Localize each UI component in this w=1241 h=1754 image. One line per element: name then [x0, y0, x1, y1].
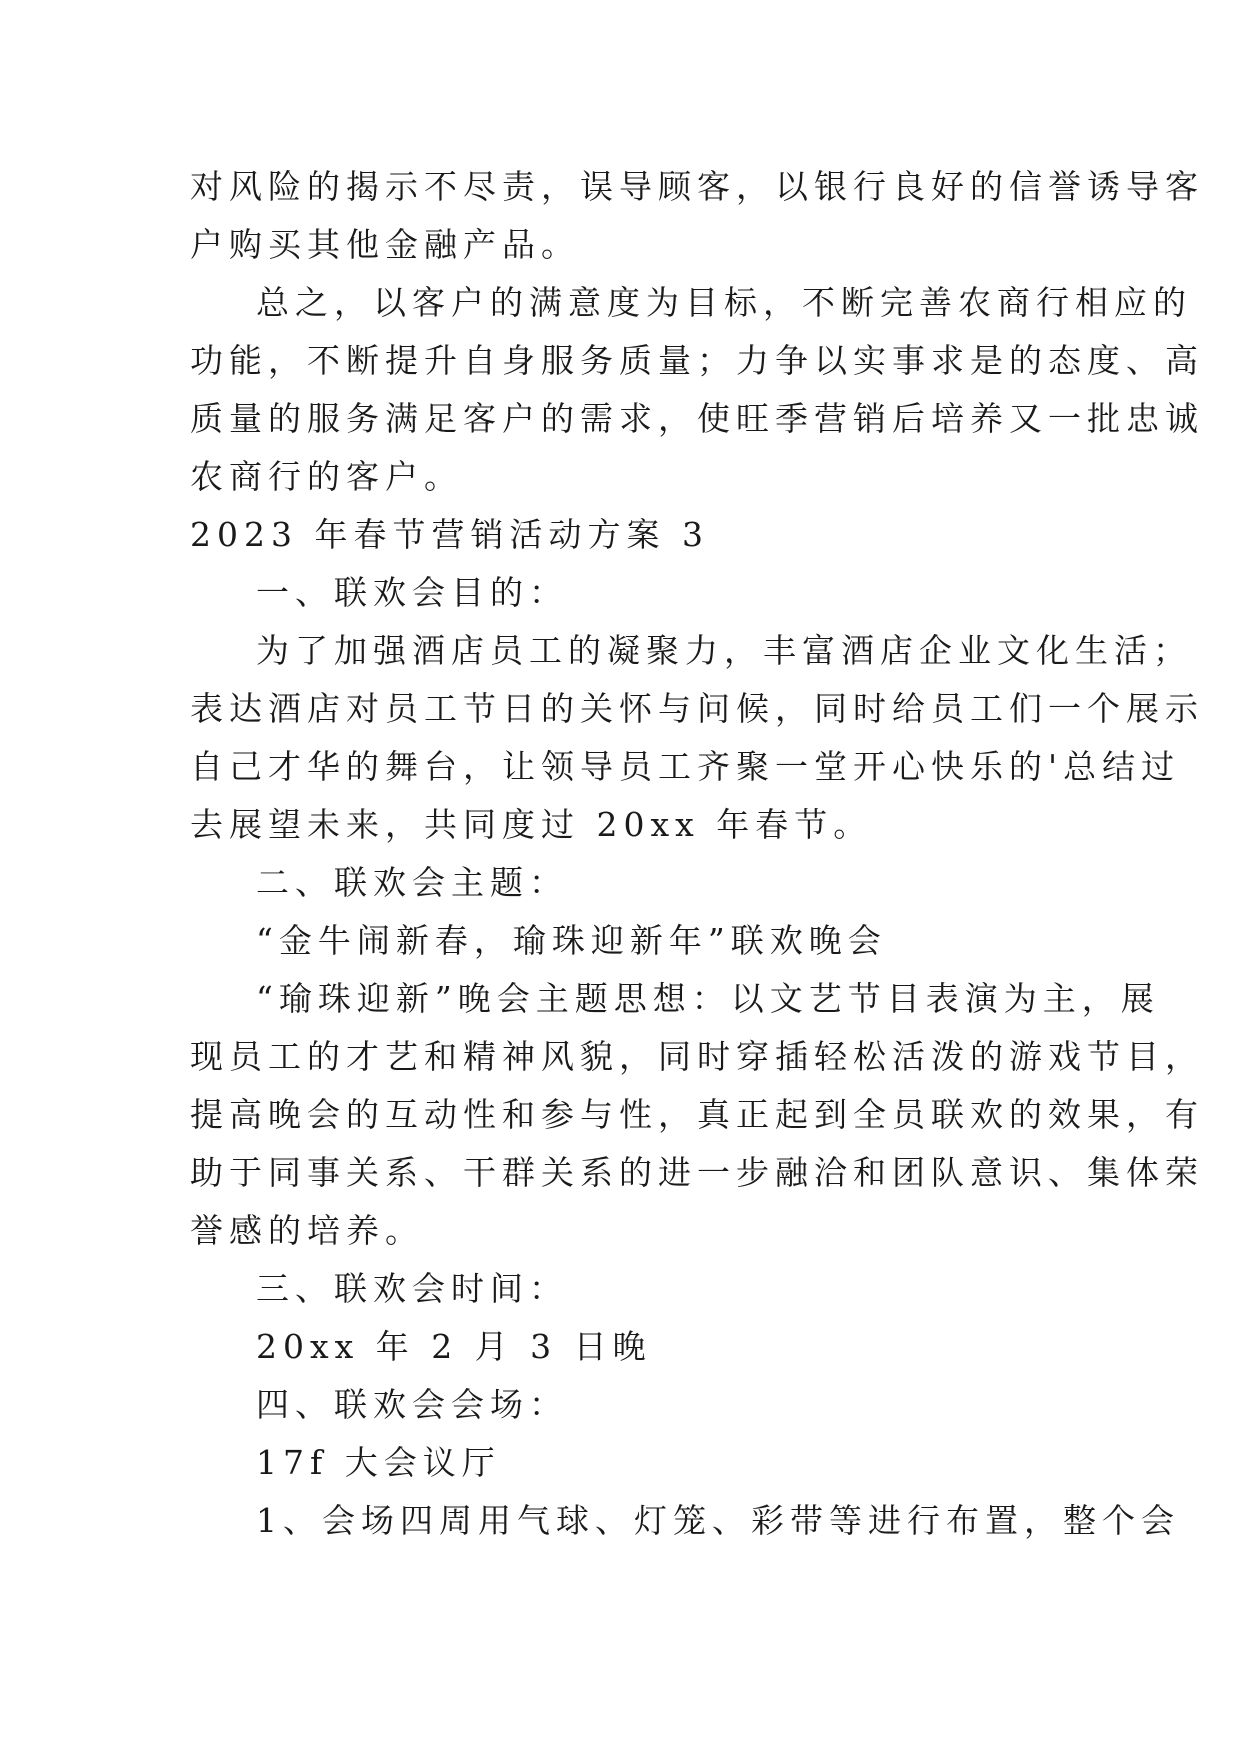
paragraph-line: 助于同事关系、干群关系的进一步融洽和团队意识、集体荣: [190, 1153, 1204, 1192]
heading-line: 二、联欢会主题：: [256, 863, 568, 902]
paragraph-line: 20xx 年 2 月 3 日晚: [256, 1327, 652, 1366]
paragraph-line: 为了加强酒店员工的凝聚力，丰富酒店企业文化生活；: [256, 631, 1192, 670]
paragraph-line: 提高晚会的互动性和参与性，真正起到全员联欢的效果，有: [190, 1095, 1204, 1134]
paragraph-line: 去展望未来，共同度过 20xx 年春节。: [190, 805, 873, 844]
paragraph-line: 对风险的揭示不尽责，误导顾客，以银行良好的信誉诱导客: [190, 167, 1204, 206]
section-title: 2023 年春节营销活动方案 3: [190, 515, 709, 554]
paragraph-line: 1、会场四周用气球、灯笼、彩带等进行布置，整个会: [256, 1501, 1180, 1540]
paragraph-line: “瑜珠迎新”晚会主题思想：以文艺节目表演为主，展: [256, 979, 1160, 1018]
paragraph-line: 现员工的才艺和精神风貌，同时穿插轻松活泼的游戏节目，: [190, 1037, 1204, 1076]
paragraph-line: “金牛闹新春，瑜珠迎新年”联欢晚会: [256, 921, 887, 960]
heading-line: 一、联欢会目的：: [256, 573, 568, 612]
paragraph-line: 自己才华的舞台，让领导员工齐聚一堂开心快乐的'总结过: [190, 747, 1181, 786]
heading-line: 四、联欢会会场：: [256, 1385, 568, 1424]
paragraph-line: 誉感的培养。: [190, 1211, 424, 1250]
paragraph-line: 表达酒店对员工节日的关怀与问候，同时给员工们一个展示: [190, 689, 1204, 728]
heading-line: 三、联欢会时间：: [256, 1269, 568, 1308]
paragraph-line: 质量的服务满足客户的需求，使旺季营销后培养又一批忠诚: [190, 399, 1204, 438]
paragraph-line: 总之，以客户的满意度为目标，不断完善农商行相应的: [256, 283, 1192, 322]
paragraph-line: 17f 大会议厅: [256, 1443, 501, 1482]
paragraph-line: 功能，不断提升自身服务质量；力争以实事求是的态度、高: [190, 341, 1204, 380]
paragraph-line: 农商行的客户。: [190, 457, 463, 496]
paragraph-line: 户购买其他金融产品。: [190, 225, 580, 264]
